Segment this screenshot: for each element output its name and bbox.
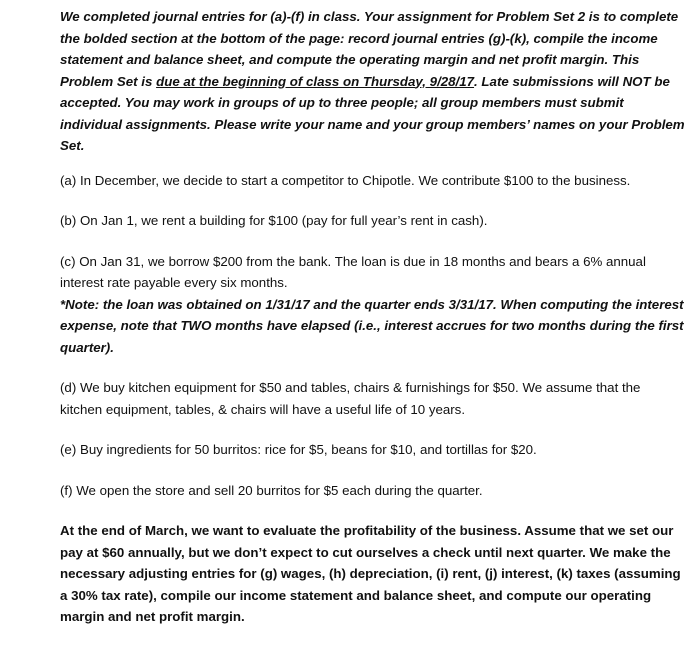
instructions-text-2: . Late submissions will NOT be accepted. You may work in groups of up to three people; all group members must submit individual assignments. Please write your name and your group members’ names on your Problem Set. (60, 73, 685, 153)
item-f: (f) We open the store and sell 20 burritos for $5 each during the quarter. (60, 482, 483, 498)
final-assignment: At the end of March, we want to evaluate the profitability of the business. Assume that we set our pay at $60 annually, but we don’t expect to cut ourselves a check until next quarter. We make the necessary adjusting entries for (g) wages, (h) depreciation, (i) rent, (j) interest, (k) taxes (assuming a 30% tax rate), compile our income statement and balance sheet, and compute our operating margin and net profit margin. (60, 523, 681, 624)
item-c: (c) On Jan 31, we borrow $200 from the bank. The loan is due in 18 months and bears a 6% annual interest rate payable every six months. (60, 253, 646, 290)
due-date-text: due at the beginning of class on Thursday, 9/28/17 (156, 73, 475, 89)
item-b: (b) On Jan 1, we rent a building for $100 (pay for full year’s rent in cash). (60, 213, 488, 228)
item-a: (a) In December, we decide to start a competitor to Chipotle. We contribute $100 to the business. (60, 172, 631, 188)
instructions-text-1: We completed journal entries for (a)-(f) in class. Your assignment for Problem Set 2 is to complete the bolded section at the bottom of the page: record journal entries (g)-(k), compile the income statement and balance sheet, and compute the operating margin and net profit margin. This Problem Set is (60, 9, 679, 89)
item-d: (d) We buy kitchen equipment for $50 and tables, chairs & furnishings for $50. We assume that the kitchen equipment, tables, & chairs will have a useful life of 10 years. (60, 380, 641, 417)
loan-note: *Note: the loan was obtained on 1/31/17 and the quarter ends 3/31/17. When computing the interest expense, note that TWO months have elapsed (i.e., interest accrues for two months during the first quarter). (60, 296, 684, 355)
assignment-instructions (60, 6, 686, 157)
item-e: (e) Buy ingredients for 50 burritos: rice for $5, beans for $10, and tortillas for $20. (60, 442, 537, 457)
